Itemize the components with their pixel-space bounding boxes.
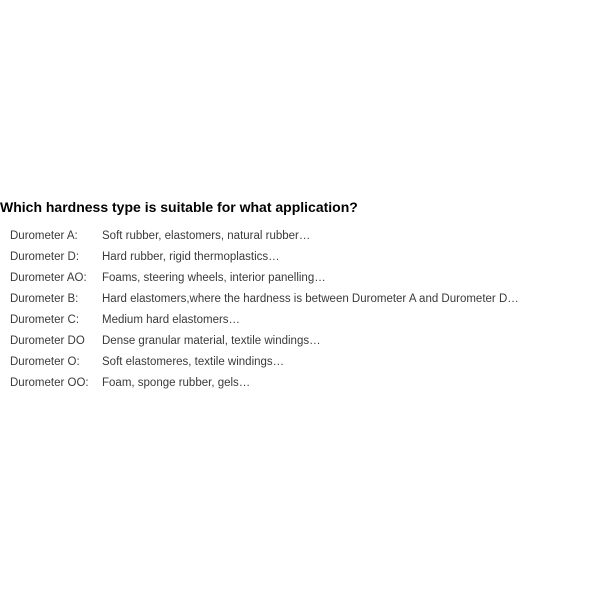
durometer-application: Hard elastomers,where the hardness is between Durometer A and Durometer D… — [102, 293, 519, 305]
section-heading: Which hardness type is suitable for what application? — [0, 199, 358, 215]
durometer-type: Durometer C: — [10, 314, 80, 326]
table-row — [10, 352, 519, 373]
durometer-type: Durometer A: — [10, 230, 78, 242]
table-row — [10, 289, 519, 310]
table-row — [10, 268, 519, 289]
durometer-application: Dense granular material, textile windings… — [102, 335, 321, 347]
durometer-application: Medium hard elastomers… — [102, 314, 241, 326]
durometer-application: Soft elastomeres, textile windings… — [102, 356, 285, 368]
durometer-type: Durometer DO — [10, 335, 85, 347]
table-row — [10, 226, 519, 247]
durometer-type: Durometer AO: — [10, 272, 87, 284]
hardness-table — [10, 226, 519, 394]
table-row — [10, 331, 519, 352]
durometer-type: Durometer OO: — [10, 377, 89, 389]
durometer-application: Soft rubber, elastomers, natural rubber… — [102, 230, 311, 242]
hardness-section — [0, 199, 600, 394]
table-row — [10, 310, 519, 331]
durometer-type: Durometer D: — [10, 251, 80, 263]
durometer-application: Hard rubber, rigid thermoplastics… — [102, 251, 280, 263]
durometer-type: Durometer B: — [10, 293, 79, 305]
durometer-application: Foam, sponge rubber, gels… — [102, 377, 251, 389]
durometer-type: Durometer O: — [10, 356, 80, 368]
table-row — [10, 247, 519, 268]
table-row — [10, 373, 519, 394]
durometer-application: Foams, steering wheels, interior panelling… — [102, 272, 326, 284]
